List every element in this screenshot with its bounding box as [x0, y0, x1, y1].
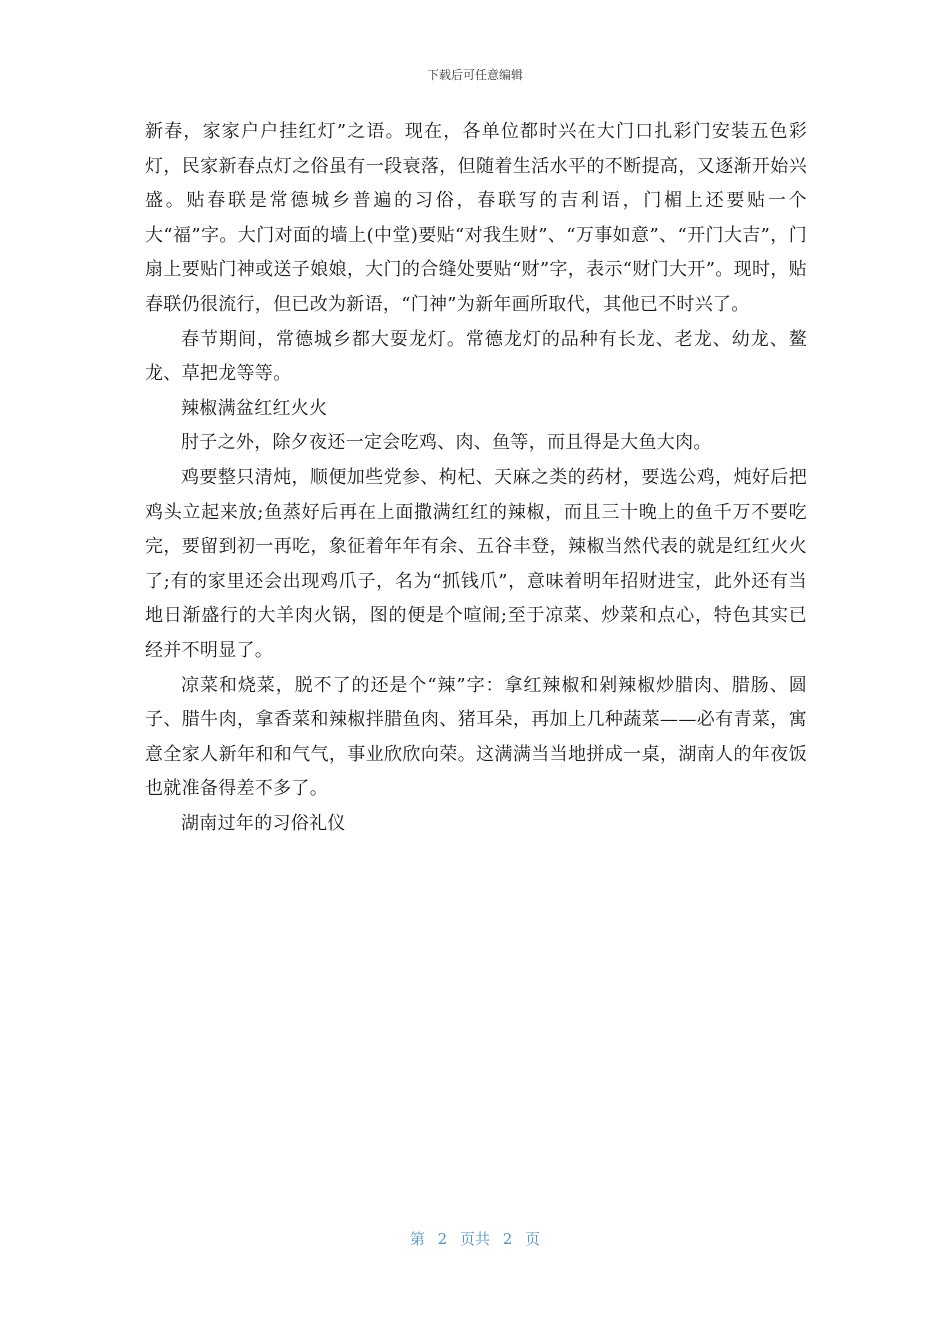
section-heading: 辣椒满盆红红火火	[181, 397, 328, 419]
footer-prefix: 第	[409, 1230, 425, 1248]
footer-suffix: 页	[525, 1230, 541, 1248]
page-header	[0, 66, 950, 83]
header-text: 下载后可任意编辑	[426, 68, 523, 82]
paragraph: 春节期间，常德城乡都大耍龙灯。常德龙灯的品种有长龙、老龙、幼龙、鳌龙、草把龙等等。	[145, 328, 807, 385]
section-heading: 湖南过年的习俗礼仪	[181, 812, 346, 834]
paragraph: 肘子之外，除夕夜还一定会吃鸡、肉、鱼等，而且得是大鱼大肉。	[181, 432, 712, 454]
current-page-number: 2	[437, 1230, 448, 1248]
paragraph: 鸡要整只清炖，顺便加些党参、枸杞、天麻之类的药材，要选公鸡，炖好后把鸡头立起来放;鱼蒸好后再在上面撒满红红的辣椒，而且三十晚上的鱼千万不要吃完，要留到初一再吃，象征着年年有余、五谷丰登，辣椒当然代表的就是红红火火了;有的家里还会出现鸡爪子，名为“抓钱爪”，意味着明年招财进宝，此外还有当地日渐盛行的大羊肉火锅，图的便是个喧闹;至于凉菜、炒菜和点心，特色其实已经并不明显了。	[145, 466, 807, 661]
total-pages-number: 2	[502, 1230, 513, 1248]
paragraph: 凉菜和烧菜，脱不了的还是个“辣”字：拿红辣椒和剁辣椒炒腊肉、腊肠、圆子、腊牛肉，拿香菜和辣椒拌腊鱼肉、猪耳朵，再加上几种蔬菜——必有青菜，寓意全家人新年和和气气，事业欣欣向荣。这满满当当地拼成一桌，湖南人的年夜饭也就准备得差不多了。	[145, 674, 807, 800]
page-footer	[0, 1228, 950, 1249]
document-body	[145, 115, 807, 841]
footer-middle: 页共	[459, 1230, 490, 1248]
paragraph: 新春，家家户户挂红灯”之语。现在，各单位都时兴在大门口扎彩门安装五色彩灯，民家新春点灯之俗虽有一段衰落，但随着生活水平的不断提高，又逐渐开始兴盛。贴春联是常德城乡普遍的习俗，春联写的吉利语，门楣上还要贴一个大“福”字。大门对面的墙上(中堂)要贴“对我生财”、“万事如意”、“开门大吉”，门扇上要贴门神或送子娘娘，大门的合缝处要贴“财”字，表示“财门大开”。现时，贴春联仍很流行，但已改为新语，“门神”为新年画所取代，其他已不时兴了。	[145, 121, 807, 315]
